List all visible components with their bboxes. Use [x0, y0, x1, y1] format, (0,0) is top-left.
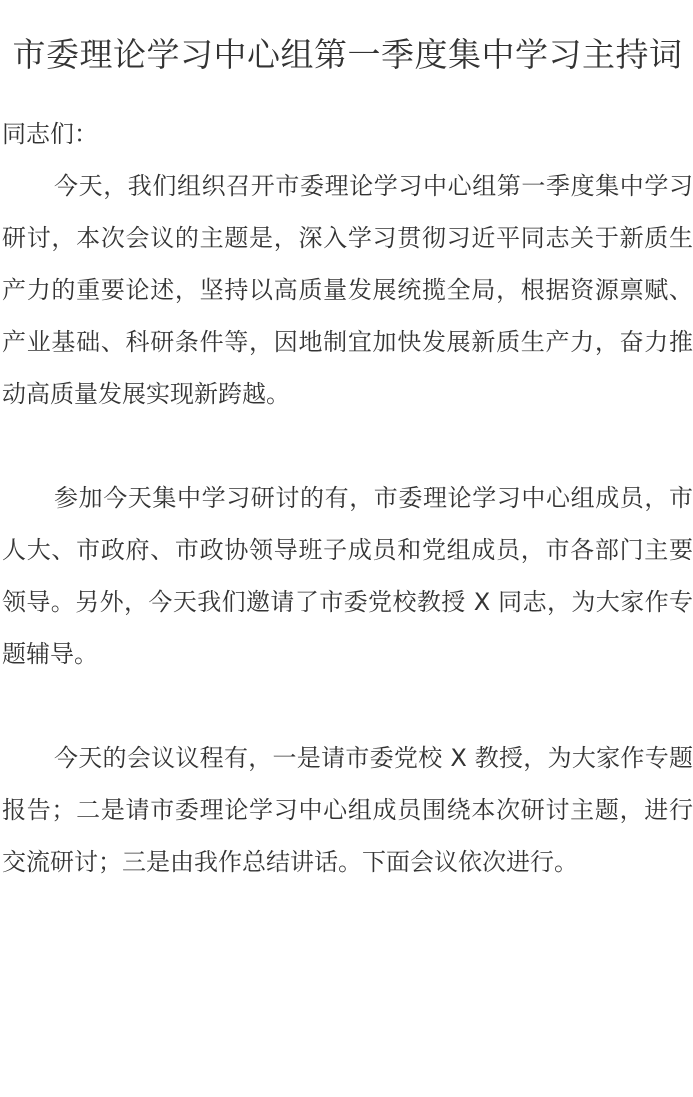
- salutation: 同志们：: [2, 120, 98, 148]
- paragraph-spacer: [2, 420, 693, 472]
- paragraph-opening: 今天，我们组织召开市委理论学习中心组第一季度集中学习研讨，本次会议的主题是，深入学习贯彻习近平同志关于新质生产力的重要论述，坚持以高质量发展统揽全局，根据资源禀赋、产业基础、科研条件等，因地制宜加快发展新质生产力，奋力推动高质量发展实现新跨越。: [2, 172, 693, 408]
- paragraph-spacer: [2, 680, 693, 732]
- paragraph-agenda: 今天的会议议程有，一是请市委党校 X 教授，为大家作专题报告；二是请市委理论学习中心组成员围绕本次研讨主题，进行交流研讨；三是由我作总结讲话。下面会议依次进行。: [2, 744, 693, 876]
- paragraph-attendees: 参加今天集中学习研讨的有，市委理论学习中心组成员，市人大、市政府、市政协领导班子成员和党组成员，市各部门主要领导。另外，今天我们邀请了市委党校教授 X 同志，为大家作专题辅导。: [2, 484, 693, 668]
- document-title: 市委理论学习中心组第一季度集中学习主持词: [12, 35, 683, 74]
